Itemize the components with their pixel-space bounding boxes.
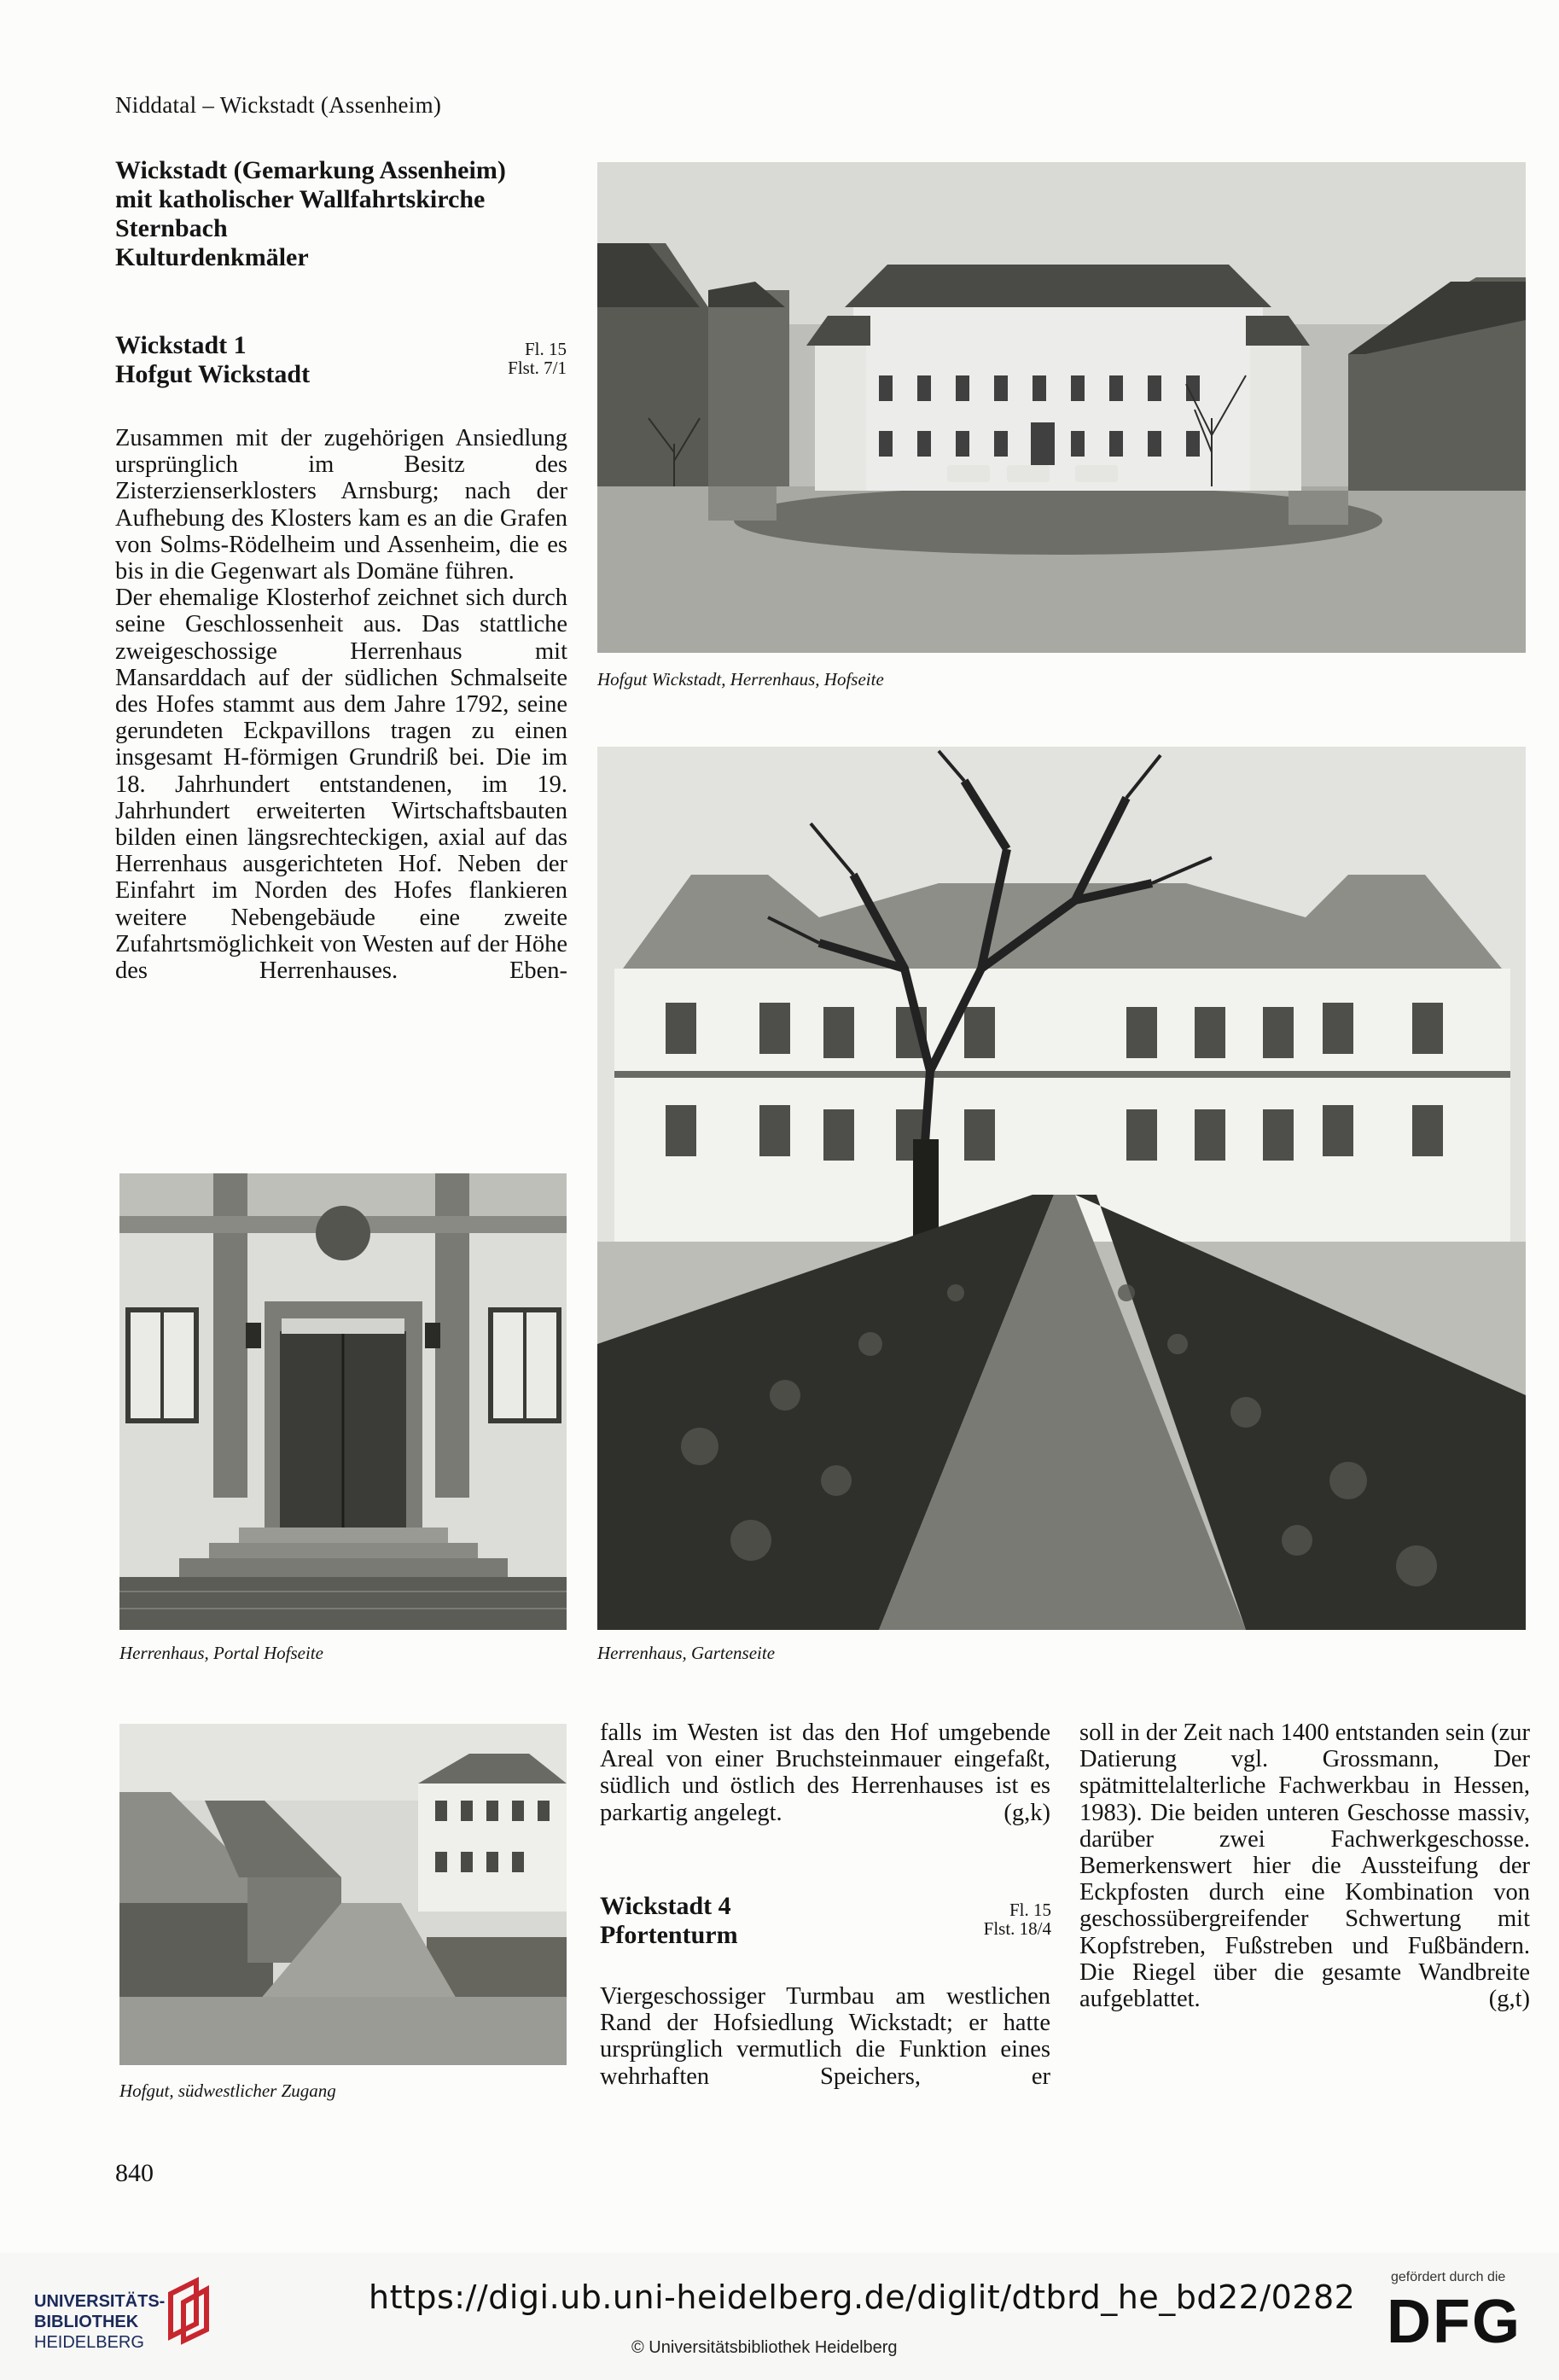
running-header: Niddatal – Wickstadt (Assenheim) [115,92,442,118]
paragraph: Der ehemalige Klosterhof zeichnet sich durch seine Geschlossenheit aus. Das stattliche zweigeschossige Herrenhaus mit Mansarddach auf der südlichen Schmalseite des Hofes stammt aus dem Jahre 1792, seine gerundeten Eckpavillons tragen zu einen insgesamt H-förmigen Grundriß bei. Die im 18. Jahrhundert entstandenen, im 19. Jahrhundert erweiterten Wirtschaftsbauten bilden einen längsrechteckigen, axial auf das Herrenhaus ausgerichteten Hof. Neben der Einfahrt im Norden des Hofes flankieren weitere Nebengebäude eine zweite Zufahrtsmöglichkeit von Westen auf der Höhe des Herrenhauses. Eben- [115,585,567,985]
entry-number: Wickstadt 1 [115,331,247,359]
photo-portal [119,1173,567,1630]
column-3-text [1079,1720,1530,2012]
caption-portal: Herrenhaus, Portal Hofseite [119,1643,323,1663]
photo-suedwestlicher-zugang [119,1724,567,2065]
parcel-info [478,340,567,377]
flurstueck-number: Flst. 7/1 [508,358,567,378]
entry-number: Wickstadt 4 [600,1892,731,1920]
caption-top: Hofgut Wickstadt, Herrenhaus, Hofseite [597,669,884,690]
library-emblem-icon [162,2277,213,2345]
photo-herrenhaus-hofseite [597,162,1526,653]
author-signature: (g,t) [1488,1986,1530,2013]
copyright-notice: © Universitätsbibliothek Heidelberg [631,2338,898,2357]
dfg-logo[interactable]: DFG [1387,2288,1521,2356]
footer-bar [0,2253,1559,2380]
entry-4-text: Viergeschossiger Turmbau am westlichen Rand der Hofsiedlung Wickstadt; er hatte ursprünglich vermutlich die Funktion eines wehrhaften Speichers, er [600,1983,1050,2090]
section-title-line: Sternbach [115,214,228,242]
section-title-line: Wickstadt (Gemarkung Assenheim) [115,156,506,184]
permalink-url[interactable]: https://digi.ub.uni-heidelberg.de/diglit/dtbrd_he_bd22/0282 [369,2278,1356,2316]
flur-number: Fl. 15 [524,339,567,359]
entry-name: Pfortenturm [600,1921,738,1949]
parcel-info [939,1900,1051,1938]
library-logo[interactable] [34,2291,165,2353]
photo-herrenhaus-gartenseite [597,747,1526,1630]
author-signature: (g,k) [1003,1799,1050,1826]
paragraph: Zusammen mit der zugehörigen Ansiedlung ursprünglich im Besitz des Zisterzienserklosters Arnsburg; nach der Aufhebung des Klosters kam es an die Grafen von Solms-Rödelheim und Assenheim, die es bis in die Gegenwart als Domäne führen. [115,425,567,585]
page-number: 840 [115,2159,154,2187]
flur-number: Fl. 15 [1009,1900,1051,1920]
entry-heading [600,1892,907,1950]
funding-caption: gefördert durch die [1391,2270,1506,2284]
caption-access: Hofgut, südwestlicher Zugang [119,2080,336,2101]
column-2-text [600,1720,1050,1826]
column-1-text [115,425,567,984]
library-logo-line: BIBLIOTHEK [34,2313,139,2331]
paragraph: soll in der Zeit nach 1400 entstanden sein (zur Datierung vgl. Grossmann, Der spätmittelalterliche Fachwerkbau in Hessen, 1983). Die beiden unteren Geschosse massiv, darüber zwei Fachwerkgeschosse. Bemerkenswert hier die Aussteifung der Eckpfosten durch eine Kombination von geschossübergreifender Schwertung mit Kopfstreben, Fußstreben und Fußbändern. Die Riegel über die gesamte Wandbreite aufgeblattet. [1079,1720,1530,2013]
library-logo-line: HEIDELBERG [34,2333,144,2352]
entry-heading [115,331,457,389]
paragraph: falls im Westen ist das den Hof umgebende Areal von einer Bruchsteinmauer eingefaßt, südlich und östlich des Herrenhauses ist es parkartig angelegt. [600,1720,1050,1826]
library-logo-line: UNIVERSITÄTS- [34,2292,166,2311]
entry-name: Hofgut Wickstadt [115,360,311,388]
section-title-line: mit katholischer Wallfahrtskirche [115,185,486,213]
caption-garden: Herrenhaus, Gartenseite [597,1643,776,1663]
section-title [115,156,567,272]
flurstueck-number: Flst. 18/4 [983,1918,1051,1939]
section-title-line: Kulturdenkmäler [115,243,309,271]
